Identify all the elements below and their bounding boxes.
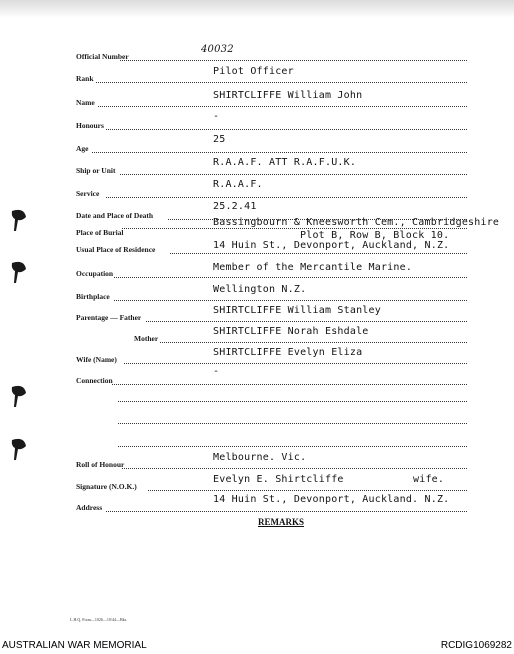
- field-value: R.A.A.F. ATT R.A.F.U.K.: [213, 157, 357, 168]
- field-value: 14 Huin St., Devonport, Auckland. N.Z.: [213, 494, 450, 505]
- field-value: -: [213, 111, 220, 122]
- field-label: Honours: [76, 121, 104, 130]
- field-label: Rank: [76, 74, 94, 83]
- blank-line: [118, 446, 467, 447]
- field-father: [0, 305, 514, 327]
- field-label: Birthplace: [76, 292, 110, 301]
- field-label: Occupation: [76, 269, 114, 278]
- field-wife: [0, 347, 514, 369]
- field-connection: [0, 368, 514, 390]
- field-value: R.A.A.F.: [213, 179, 263, 190]
- field-label: Usual Place of Residence: [76, 245, 156, 254]
- field-value: -: [213, 366, 220, 377]
- field-signature: [0, 474, 514, 496]
- field-value-line2: Plot B, Row B, Block 10.: [300, 230, 450, 241]
- field-label: Date and Place of Death: [76, 211, 154, 220]
- field-label: Place of Burial: [76, 228, 124, 237]
- field-address: [0, 494, 514, 516]
- field-name: [0, 86, 514, 108]
- field-value: SHIRTCLIFFE Norah Eshdale: [213, 326, 369, 337]
- field-label: Parentage — Father: [76, 313, 142, 322]
- field-value: SHIRTCLIFFE William John: [213, 90, 363, 101]
- field-label: Service: [76, 189, 100, 198]
- field-value: Evelyn E. Shirtcliffe: [213, 474, 344, 485]
- field-birthplace: [0, 284, 514, 306]
- field-value: 14 Huin St., Devonport, Auckland, N.Z.: [213, 240, 450, 251]
- field-age: [0, 132, 514, 154]
- field-residence: [0, 240, 514, 262]
- field-rank: [0, 62, 514, 84]
- field-value: 25.2.41: [213, 201, 257, 212]
- field-label: Wife (Name): [76, 355, 117, 364]
- field-value-relation: wife.: [413, 474, 445, 485]
- field-roll-of-honour: [0, 452, 514, 474]
- field-label: Signature (N.O.K.): [76, 482, 137, 491]
- field-value: Melbourne. Vic.: [213, 452, 307, 463]
- field-ship-or-unit: [0, 154, 514, 176]
- field-value: Wellington N.Z.: [213, 284, 307, 295]
- remarks-heading: REMARKS: [258, 517, 305, 527]
- footer: [0, 637, 514, 654]
- field-label: Roll of Honour: [76, 460, 125, 469]
- field-value: SHIRTCLIFFE Evelyn Eliza: [213, 347, 363, 358]
- field-value: Pilot Officer: [213, 66, 294, 77]
- field-label: Official Number: [76, 52, 129, 61]
- field-service: [0, 177, 514, 199]
- footer-source: AUSTRALIAN WAR MEMORIAL: [2, 640, 147, 651]
- blank-line: [118, 401, 467, 402]
- field-value: Bassingbourn & Kneesworth Cem., Cambridgeshire: [213, 217, 500, 228]
- field-mother: [0, 326, 514, 348]
- field-value: 25: [213, 134, 226, 145]
- field-value: Member of the Mercantile Marine.: [213, 262, 413, 273]
- form-number: L.H.Q. Form—1026—10/44—Bks.: [70, 617, 128, 622]
- scan-top-edge: [0, 0, 514, 18]
- field-label: Ship or Unit: [76, 166, 116, 175]
- field-label: Age: [76, 144, 89, 153]
- field-label: Name: [76, 98, 95, 107]
- field-value: SHIRTCLIFFE William Stanley: [213, 305, 381, 316]
- footer-identifier: RCDIG1069282: [440, 640, 512, 651]
- field-occupation: [0, 262, 514, 284]
- field-label: Address: [76, 503, 103, 512]
- field-honours: [0, 109, 514, 131]
- blank-line: [118, 423, 467, 424]
- field-label: Mother: [134, 334, 159, 343]
- field-value: 40032: [201, 44, 234, 55]
- field-label: Connection: [76, 376, 113, 385]
- field-official-number: [0, 40, 514, 62]
